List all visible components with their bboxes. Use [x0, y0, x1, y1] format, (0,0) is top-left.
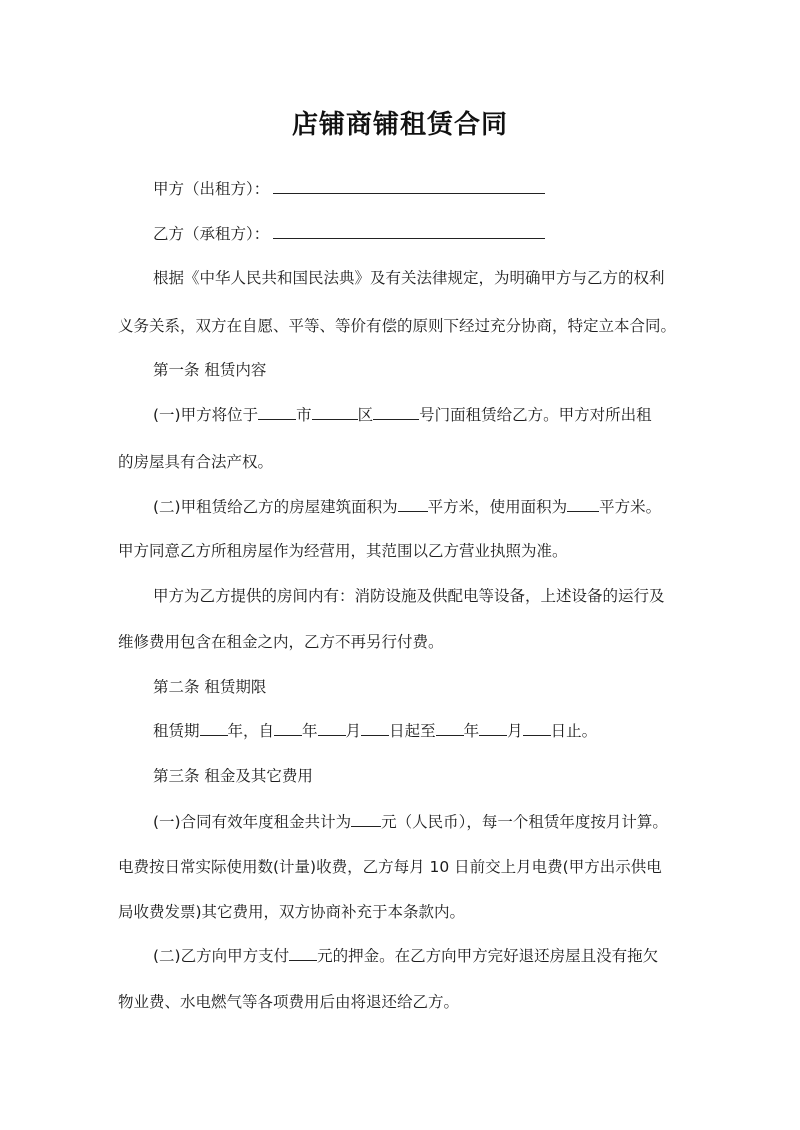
preamble-line-2: 义务关系，双方在自愿、平等、等价有偿的原则下经过充分协商，特定立本合同。 — [118, 317, 677, 335]
facilities-line-2: 维修费用包含在租金之内，乙方不再另行付费。 — [118, 633, 444, 651]
clause-text: 租赁期 — [153, 722, 200, 740]
party-a-line — [153, 179, 723, 199]
clause-text: (一)甲方将位于 — [153, 406, 259, 424]
deposit-blank — [289, 946, 317, 961]
article1-clause2-line-1 — [153, 497, 723, 517]
party-b-line — [153, 224, 723, 244]
clause-text: 平方米。 — [599, 498, 662, 516]
clause-text: 月 — [507, 722, 523, 740]
clause-text: 年，自 — [227, 722, 275, 740]
clause-text: 月 — [345, 722, 362, 740]
party-b-blank — [273, 224, 545, 239]
article3-clause2-line-1 — [153, 946, 723, 966]
article1-clause2-line-2: 甲方同意乙方所租房屋作为经营用，其范围以乙方营业执照为准。 — [118, 542, 568, 560]
district-blank — [312, 405, 358, 420]
annual-rent-blank — [351, 812, 381, 827]
clause-text: 日止。 — [550, 722, 598, 740]
article3-clause1-line-1 — [153, 812, 723, 832]
article3-clause1-line-3: 局收费发票)其它费用，双方协商补充于本条款内。 — [118, 903, 466, 921]
start-day-blank — [361, 721, 389, 736]
document-title: 店铺商铺租赁合同 — [291, 110, 508, 140]
clause-text: 年 — [463, 722, 480, 740]
article2-heading: 第二条 租赁期限 — [153, 678, 267, 696]
article3-clause2-line-2: 物业费、水电燃气等各项费用后由将退还给乙方。 — [118, 993, 460, 1011]
clause-text: 区 — [357, 406, 374, 424]
party-b-label: 乙方（承租方）： — [153, 225, 270, 243]
article3-clause1-line-2: 电费按日常实际使用数(计量)收费，乙方每月 10 日前交上月电费(甲方出示供电 — [118, 858, 662, 876]
party-a-label: 甲方（出租方）： — [153, 180, 270, 198]
end-month-blank — [479, 721, 507, 736]
article1-clause1-line-2: 的房屋具有合法产权。 — [118, 453, 274, 471]
city-blank — [258, 405, 296, 420]
clause-text: 元（人民币），每一个租赁年度按月计算。 — [381, 813, 668, 831]
clause-text: (二)乙方向甲方支付 — [153, 947, 290, 965]
clause-text: 号门面租赁给乙方。甲方对所出租 — [419, 406, 652, 424]
clause-text: 日起至 — [389, 722, 436, 740]
preamble-line-1: 根据《中华人民共和国民法典》及有关法律规定，为明确甲方与乙方的权利 — [153, 269, 665, 287]
clause-text: 平方米，使用面积为 — [427, 498, 568, 516]
start-year-blank — [274, 721, 302, 736]
clause-text: (一)合同有效年度租金共计为 — [153, 813, 352, 831]
end-day-blank — [523, 721, 551, 736]
usable-area-blank — [567, 497, 599, 512]
clause-text: 市 — [296, 406, 312, 424]
party-a-blank — [273, 179, 545, 194]
clause-text: 元的押金。在乙方向甲方完好退还房屋且没有拖欠 — [317, 947, 659, 965]
years-blank — [200, 721, 228, 736]
number-blank — [373, 405, 419, 420]
article1-clause1-line-1 — [153, 405, 723, 425]
start-month-blank — [318, 721, 346, 736]
lease-period-line — [153, 721, 723, 741]
facilities-line-1: 甲方为乙方提供的房间内有：消防设施及供配电等设备，上述设备的运行及 — [153, 587, 665, 605]
end-year-blank — [436, 721, 464, 736]
clause-text: 年 — [302, 722, 318, 740]
clause-text: (二)甲租赁给乙方的房屋建筑面积为 — [153, 498, 398, 516]
article1-heading: 第一条 租赁内容 — [153, 361, 267, 379]
article3-heading: 第三条 租金及其它费用 — [153, 767, 313, 785]
building-area-blank — [398, 497, 428, 512]
